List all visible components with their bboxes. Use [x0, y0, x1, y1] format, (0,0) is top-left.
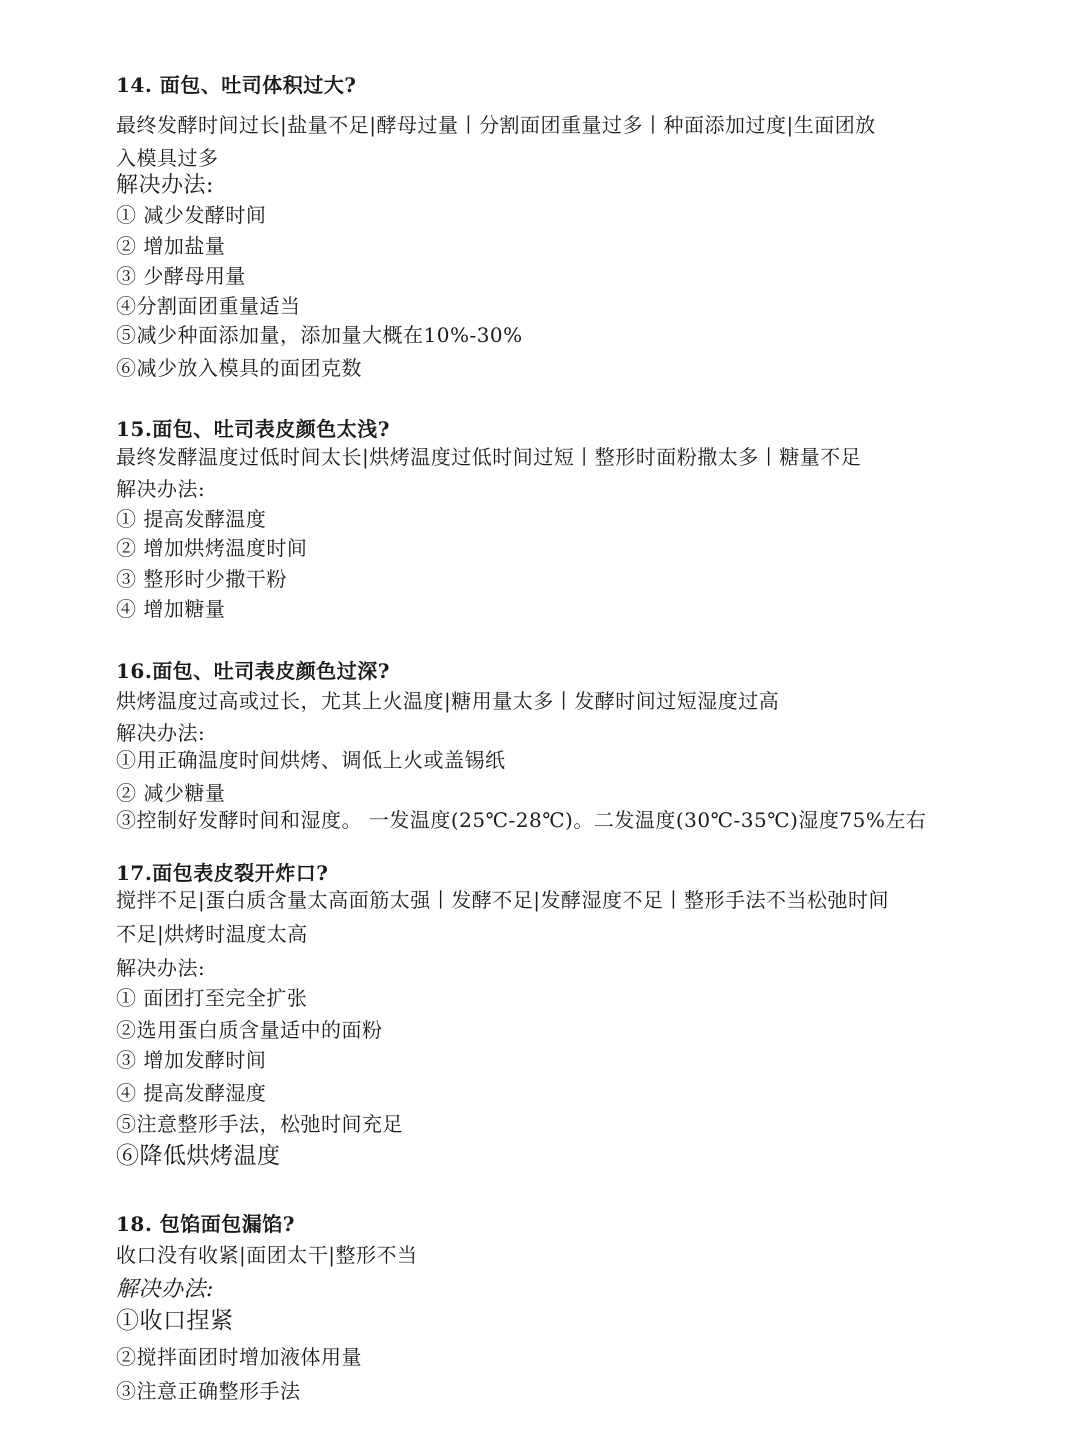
section-14-cause-line-2: 入模具过多: [116, 146, 219, 170]
section-14-title: 14. 面包、吐司体积过大?: [116, 73, 357, 97]
section-17-cause-line-2: 不足|烘烤时温度太高: [116, 922, 308, 946]
section-15-solution-label: 解决办法:: [116, 477, 206, 501]
section-18-title: 18. 包馅面包漏馅?: [116, 1212, 295, 1236]
section-18-solution-label: 解决办法:: [116, 1277, 214, 1302]
section-18-solution-1: ①收口捏紧: [116, 1308, 234, 1334]
section-14-solution-label: 解决办法:: [116, 173, 214, 198]
section-16-solution-label: 解决办法:: [116, 721, 206, 745]
section-16-cause-line-1: 烘烤温度过高或过长，尤其上火温度|糖用量太多丨发酵时间过短湿度过高: [116, 689, 780, 713]
section-16-solution-3: ③控制好发酵时间和湿度。 一发温度(25℃-28℃)。二发温度(30℃-35℃)湿度75%左右: [116, 808, 927, 832]
section-14-solution-4: ④分割面团重量适当: [116, 294, 301, 318]
section-15-solution-1: ① 提高发酵温度: [116, 507, 267, 531]
section-16-solution-1: ①用正确温度时间烘烤、调低上火或盖锡纸: [116, 748, 506, 772]
section-17-solution-4: ④ 提高发酵湿度: [116, 1081, 267, 1105]
section-14-cause-line-1: 最终发酵时间过长|盐量不足|酵母过量丨分割面团重量过多丨种面添加过度|生面团放: [116, 113, 876, 137]
section-16-title: 16.面包、吐司表皮颜色过深?: [116, 659, 391, 683]
section-15-solution-4: ④ 增加糖量: [116, 597, 226, 621]
section-14-solution-2: ② 增加盐量: [116, 234, 226, 258]
section-14-solution-1: ① 减少发酵时间: [116, 203, 267, 227]
section-15-solution-3: ③ 整形时少撒干粉: [116, 567, 287, 591]
section-16-solution-2: ② 减少糖量: [116, 781, 226, 805]
section-17-solution-1: ① 面团打至完全扩张: [116, 986, 308, 1010]
section-18-cause-line-1: 收口没有收紧|面团太干|整形不当: [116, 1243, 418, 1267]
section-18-solution-2: ②搅拌面团时增加液体用量: [116, 1345, 362, 1369]
section-17-solution-2: ②选用蛋白质含量适中的面粉: [116, 1018, 383, 1042]
section-15-cause-line-1: 最终发酵温度过低时间太长|烘烤温度过低时间过短丨整形时面粉撒太多丨糖量不足: [116, 445, 862, 469]
section-15-title: 15.面包、吐司表皮颜色太浅?: [116, 417, 391, 441]
section-17-solution-label: 解决办法:: [116, 956, 206, 980]
section-17-solution-3: ③ 增加发酵时间: [116, 1048, 267, 1072]
section-14-solution-3: ③ 少酵母用量: [116, 264, 246, 288]
section-18-solution-3: ③注意正确整形手法: [116, 1379, 301, 1403]
section-14-solution-6: ⑥减少放入模具的面团克数: [116, 356, 362, 380]
section-17-cause-line-1: 搅拌不足|蛋白质含量太高面筋太强丨发酵不足|发酵湿度不足丨整形手法不当松弛时间: [116, 888, 889, 912]
section-15-solution-2: ② 增加烘烤温度时间: [116, 536, 308, 560]
section-17-title: 17.面包表皮裂开炸口?: [116, 861, 329, 885]
section-17-solution-6: ⑥降低烘烤温度: [116, 1143, 281, 1169]
section-17-solution-5: ⑤注意整形手法，松弛时间充足: [116, 1112, 403, 1136]
section-14-solution-5: ⑤减少种面添加量，添加量大概在10%-30%: [116, 323, 523, 347]
